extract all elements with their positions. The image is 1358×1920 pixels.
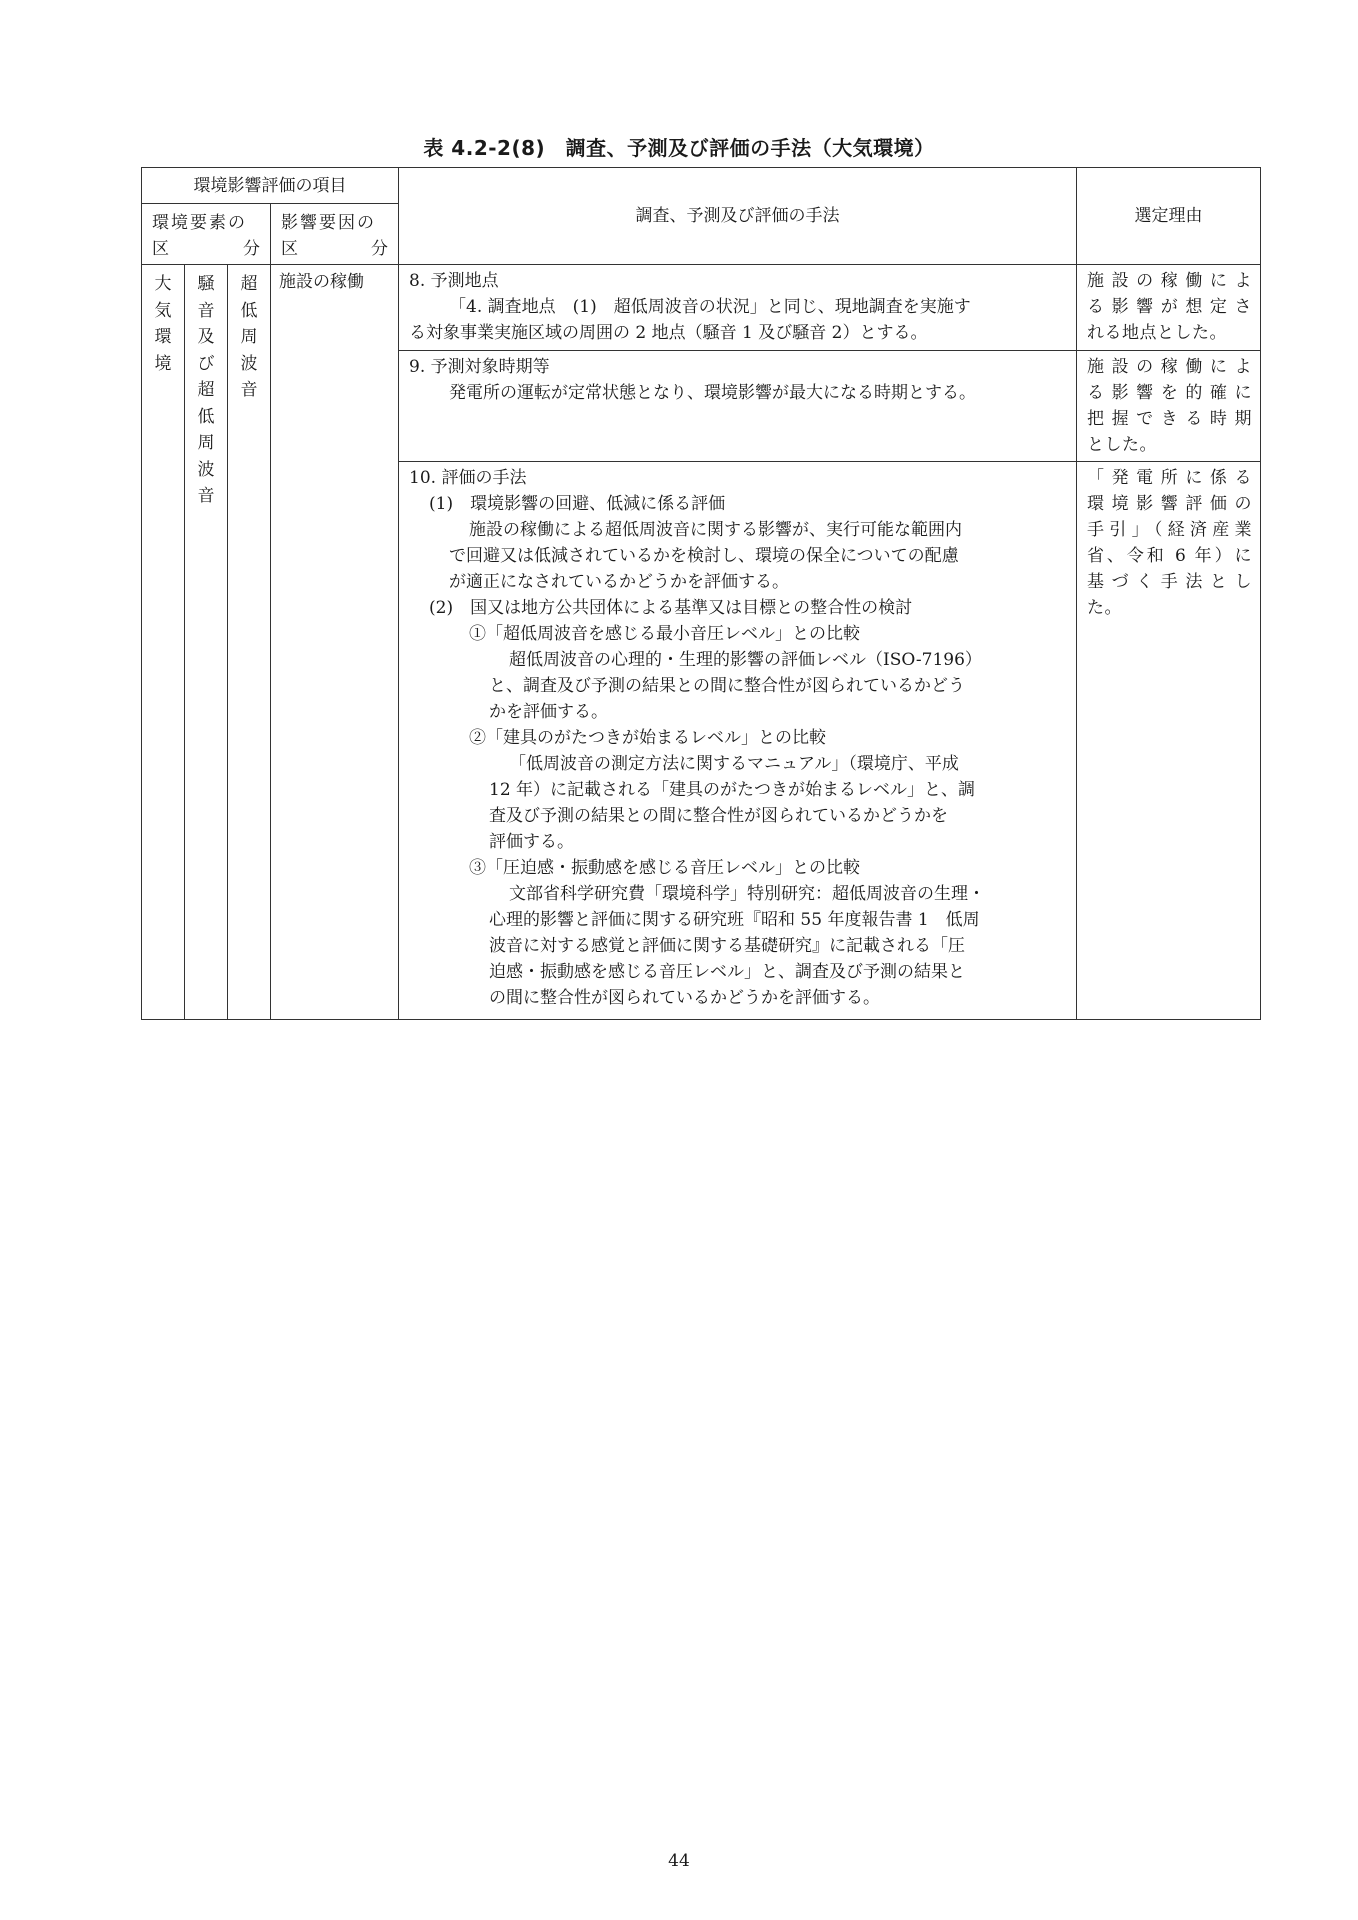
comparison-3-line5: の間に整合性が図られているかどうかを評価する。: [489, 988, 880, 1008]
header-factor-bun: 分: [371, 239, 388, 259]
comparison-1-heading: ①「超低周波音を感じる最小音圧レベル」との比較: [469, 624, 860, 644]
comparison-1-line3: かを評価する。: [489, 702, 608, 722]
comparison-2-line2: 12 年）に記載される「建具のがたつきが始まるレベル」と、調: [489, 780, 976, 800]
env-element-category: 大 気 環 境: [142, 265, 185, 1020]
header-factor: [271, 204, 399, 265]
section-10-1-heading: (1) 環境影響の回避、低減に係る評価: [429, 494, 726, 514]
header-element-bun: 分: [243, 239, 260, 259]
section-10-2-heading: (2) 国又は地方公共団体による基準又は目標との整合性の検討: [429, 598, 913, 618]
table-title: 表 4.2-2(8) 調査、予測及び評価の手法（大気環境）: [423, 136, 935, 160]
section-8-line1: 「4. 調査地点 (1) 超低周波音の状況」と同じ、現地調査を実施す: [449, 297, 971, 317]
section-10-heading: 10. 評価の手法: [409, 468, 527, 488]
env-element-subcategory: 騒 音 及 び 超 低 周 波 音: [185, 265, 228, 1020]
comparison-3-heading: ③「圧迫感・振動感を感じる音圧レベル」との比較: [469, 858, 860, 878]
section-9-reason: 施設の稼働によ る影響を的確に 把握できる時期 とした。: [1077, 351, 1261, 462]
section-10-1-line3: が適正になされているかどうかを評価する。: [449, 572, 789, 592]
comparison-3-line1: 文部省科学研究費「環境科学」特別研究：超低周波音の生理・: [509, 884, 985, 904]
impact-factor: 施設の稼働: [271, 265, 399, 1020]
section-9-line1: 発電所の運転が定常状態となり、環境影響が最大になる時期とする。: [449, 383, 976, 403]
comparison-2-line3: 査及び予測の結果との間に整合性が図られているかどうかを: [489, 806, 948, 826]
comparison-3-line2: 心理的影響と評価に関する研究班『昭和 55 年度報告書 1 低周: [489, 910, 980, 930]
comparison-1-line2: と、調査及び予測の結果との間に整合性が図られているかどう: [489, 676, 965, 696]
comparison-3-line4: 迫感・振動感を感じる音圧レベル」と、調査及び予測の結果と: [489, 962, 965, 982]
section-9-prediction-period: [399, 351, 1077, 462]
header-method: 調査、予測及び評価の手法: [399, 168, 1077, 265]
header-element-line1: 環境要素の: [152, 213, 247, 233]
section-8-prediction-points: [399, 265, 1077, 351]
comparison-1-line1: 超低周波音の心理的・生理的影響の評価レベル（ISO-7196）: [509, 650, 982, 670]
comparison-3-line3: 波音に対する感覚と評価に関する基礎研究』に記載される「圧: [489, 936, 965, 956]
section-10-1-line1: 施設の稼働による超低周波音に関する影響が、実行可能な範囲内: [469, 520, 962, 540]
section-10-1-line2: で回避又は低減されているかを検討し、環境の保全についての配慮: [449, 546, 959, 566]
section-9-heading: 9. 予測対象時期等: [409, 357, 550, 377]
header-factor-ku: 区: [281, 239, 298, 259]
comparison-2-heading: ②「建具のがたつきが始まるレベル」との比較: [469, 728, 826, 748]
env-element-item: 超 低 周 波 音: [228, 265, 271, 1020]
section-8-line2: る対象事業実施区域の周囲の 2 地点（騒音 1 及び騒音 2）とする。: [409, 323, 928, 343]
section-8-reason: 施設の稼働によ る影響が想定さ れる地点とした。: [1077, 265, 1261, 351]
header-reason: 選定理由: [1077, 168, 1261, 265]
comparison-2-line1: 「低周波音の測定方法に関するマニュアル」（環境庁、平成: [509, 754, 959, 774]
section-8-heading: 8. 予測地点: [409, 271, 499, 291]
section-10-reason: 「発電所に係る 環境影響評価の 手引」（経済産業 省、令和 6 年）に 基づく手法とし た。: [1077, 462, 1261, 1020]
section-10-evaluation-method: [399, 462, 1077, 1020]
header-element: [142, 204, 271, 265]
header-factor-line1: 影響要因の: [281, 213, 376, 233]
header-item: 環境影響評価の項目: [142, 168, 399, 204]
assessment-method-table: [141, 167, 1261, 1020]
header-element-ku: 区: [152, 239, 169, 259]
comparison-2-line4: 評価する。: [489, 832, 574, 852]
page-number: 44: [668, 1851, 690, 1871]
